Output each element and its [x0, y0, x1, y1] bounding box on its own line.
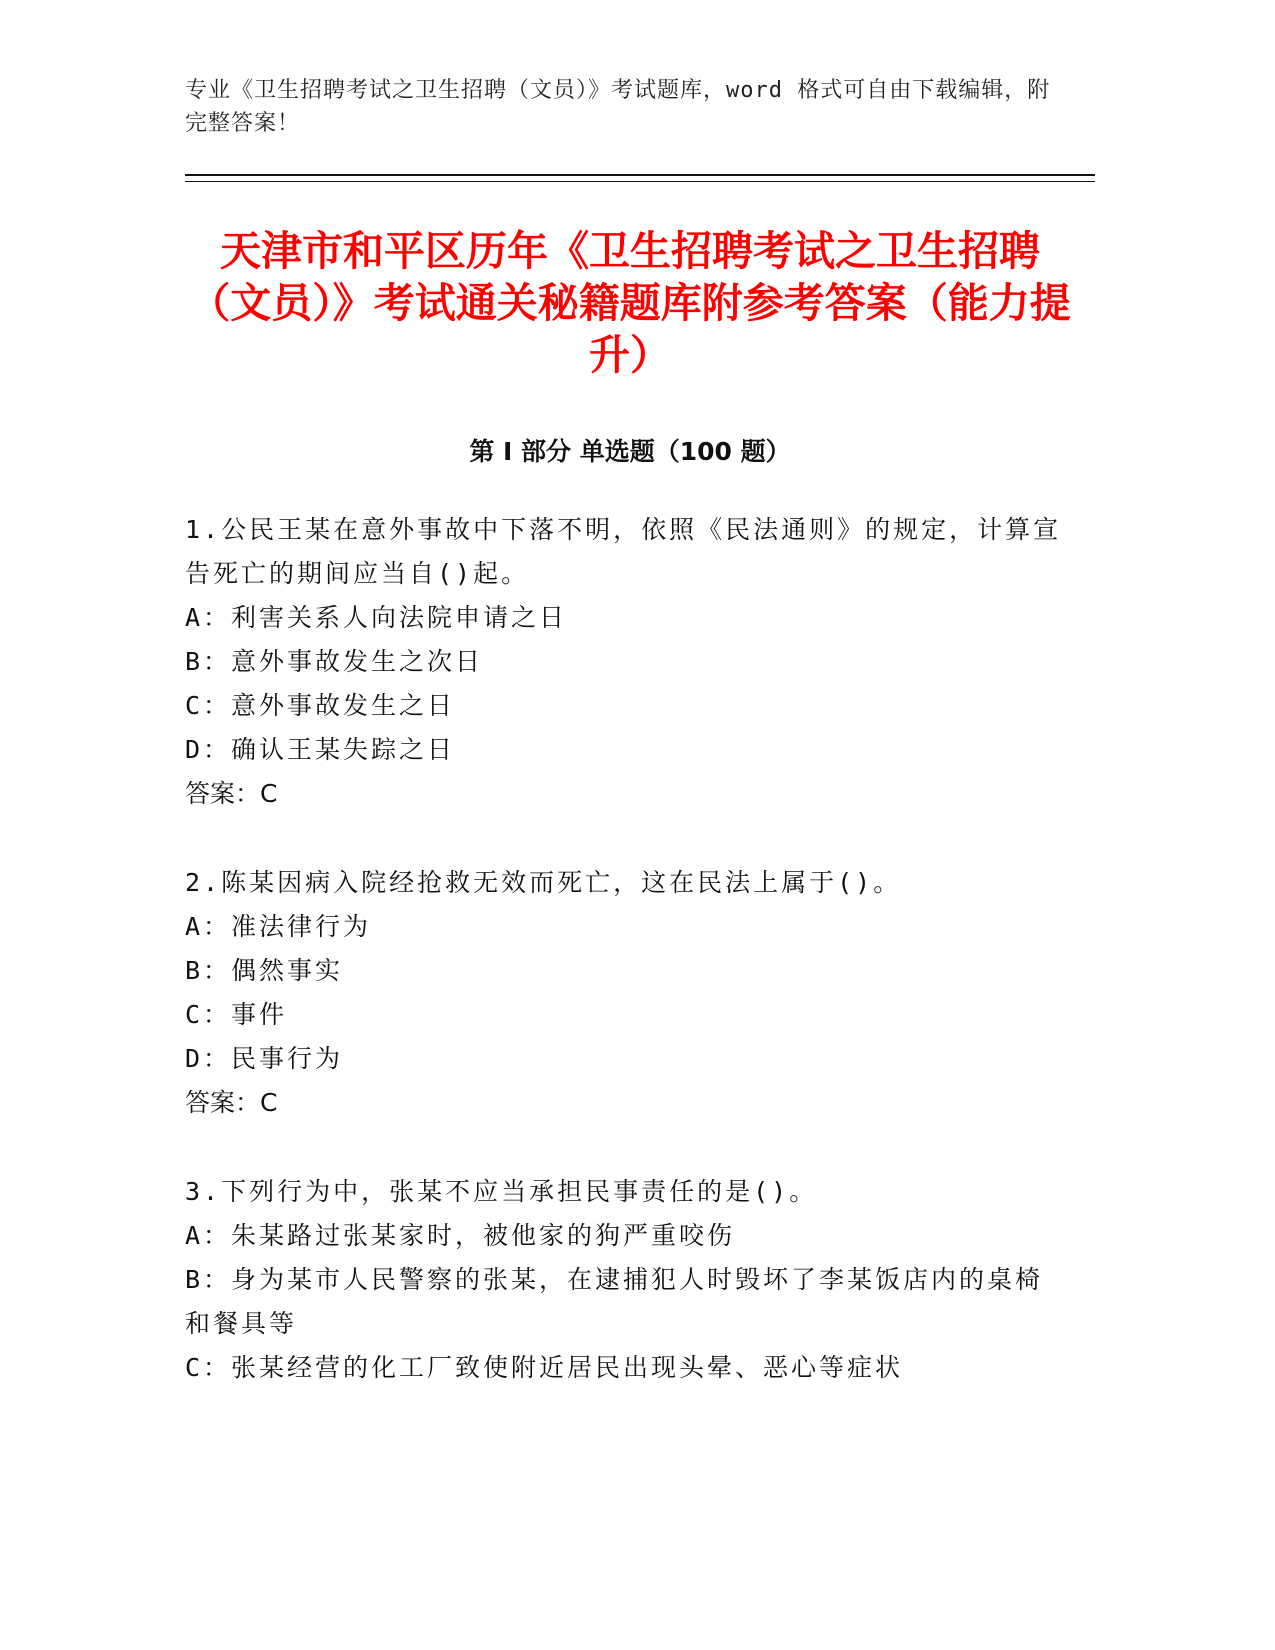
question-item	[185, 1170, 1065, 1390]
option-d: D：确认王某失踪之日	[185, 735, 456, 764]
question-list	[185, 508, 1065, 1435]
document-title: 天津市和平区历年《卫生招聘考试之卫生招聘（文员）》考试通关秘籍题库附参考答案（能力提升）	[189, 227, 1071, 379]
option-b: B：偶然事实	[185, 956, 344, 985]
question-item	[185, 861, 1065, 1125]
answer-line: 答案：C	[185, 1088, 278, 1117]
question-text: 2.陈某因病入院经抢救无效而死亡，这在民法上属于()。	[185, 868, 902, 897]
option-c: C：张某经营的化工厂致使附近居民出现头晕、恶心等症状	[185, 1353, 904, 1382]
question-text: 1.公民王某在意外事故中下落不明，依照《民法通则》的规定，计算宣告死亡的期间应当自()起。	[185, 515, 1062, 588]
option-d: D：民事行为	[185, 1044, 344, 1073]
option-c: C：意外事故发生之日	[185, 691, 456, 720]
option-b: B：身为某市人民警察的张某，在逮捕犯人时毁坏了李某饭店内的桌椅和餐具等	[185, 1265, 1044, 1338]
answer-line: 答案：C	[185, 779, 278, 808]
question-text: 3.下列行为中，张某不应当承担民事责任的是()。	[185, 1177, 818, 1206]
question-item	[185, 508, 1065, 816]
option-a: A：朱某路过张某家时，被他家的狗严重咬伤	[185, 1221, 736, 1250]
option-a: A：准法律行为	[185, 912, 372, 941]
section-title: 第 I 部分 单选题（100 题）	[469, 437, 791, 466]
header-note: 专业《卫生招聘考试之卫生招聘（文员）》考试题库，word 格式可自由下载编辑，附完整答案！	[185, 78, 1051, 136]
header-divider-thin	[185, 181, 1095, 182]
header-divider-thick	[185, 174, 1095, 176]
option-b: B：意外事故发生之次日	[185, 647, 484, 676]
option-a: A：利害关系人向法院申请之日	[185, 603, 568, 632]
option-c: C：事件	[185, 1000, 288, 1029]
